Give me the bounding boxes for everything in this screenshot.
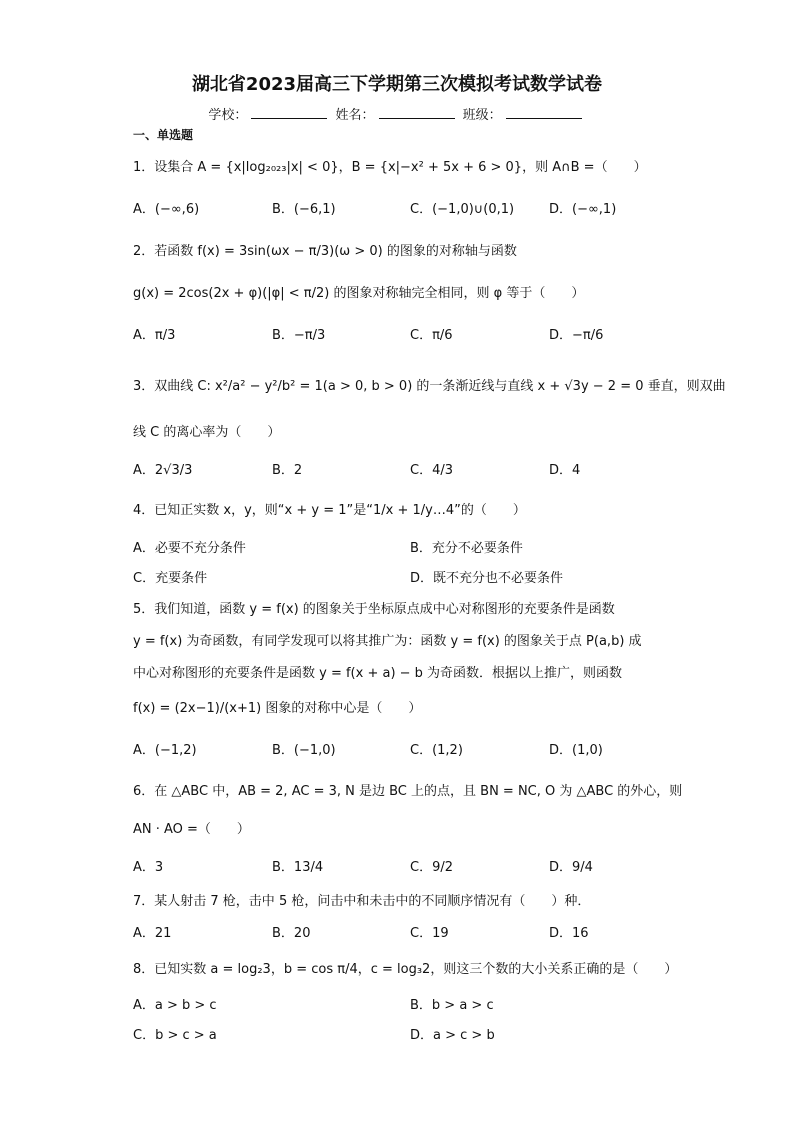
q3-option-c[interactable]: C．4/3 [410, 463, 453, 478]
q8-option-d[interactable]: D．a > c > b [410, 1028, 495, 1043]
q3-option-b[interactable]: B．2 [272, 463, 303, 478]
q7-option-a[interactable]: A．21 [133, 926, 172, 941]
question-5-line-4: f(x) = (2x−1)/(x+1) 图象的对称中心是（ ） [133, 701, 422, 716]
q5-option-c[interactable]: C．(1,2) [410, 743, 463, 758]
school-blank[interactable] [251, 106, 327, 119]
q2-option-c[interactable]: C．π/6 [410, 328, 453, 343]
student-info-row [0, 104, 794, 123]
q4-option-c[interactable]: C．充要条件 [133, 571, 208, 586]
q8-option-c[interactable]: C．b > c > a [133, 1028, 217, 1043]
question-2-line-2: g(x) = 2cos(2x + φ)(|φ| < π/2) 的图象对称轴完全相同，则 φ 等于（ ） [133, 286, 585, 301]
question-1-line-1: 1．设集合 A = {x|log₂₀₂₃|x| < 0}，B = {x|−x² + 5x + 6 > 0}，则 A∩B =（ ） [133, 160, 647, 175]
q5-option-d[interactable]: D．(1,0) [549, 743, 603, 758]
question-5-line-2: y = f(x) 为奇函数，有同学发现可以将其推广为：函数 y = f(x) 的图象关于点 P(a,b) 成 [133, 634, 642, 649]
q1-option-c[interactable]: C．(−1,0)∪(0,1) [410, 202, 515, 217]
question-3-line-1: 3．双曲线 C: x²/a² − y²/b² = 1(a > 0, b > 0) 的一条渐近线与直线 x + √3y − 2 = 0 垂直，则双曲 [133, 379, 726, 394]
q5-option-a[interactable]: A．(−1,2) [133, 743, 197, 758]
q7-option-b[interactable]: B．20 [272, 926, 311, 941]
q5-option-b[interactable]: B．(−1,0) [272, 743, 336, 758]
school-label: 学校： [208, 108, 248, 123]
exam-title: 湖北省2023届高三下学期第三次模拟考试数学试卷 [191, 74, 603, 95]
question-5-line-3: 中心对称图形的充要条件是函数 y = f(x + a) − b 为奇函数．根据以上推广，则函数 [133, 666, 623, 681]
q1-option-a[interactable]: A．(−∞,6) [133, 202, 200, 217]
q3-option-d[interactable]: D．4 [549, 463, 581, 478]
question-6-line-2: AN · AO =（ ） [133, 822, 250, 837]
q1-option-b[interactable]: B．(−6,1) [272, 202, 336, 217]
q1-option-d[interactable]: D．(−∞,1) [549, 202, 617, 217]
question-2-line-1: 2．若函数 f(x) = 3sin(ωx − π/3)(ω > 0) 的图象的对称轴与函数 [133, 244, 517, 259]
question-6-line-1: 6．在 △ABC 中，AB = 2, AC = 3, N 是边 BC 上的点，且 BN = NC, O 为 △ABC 的外心，则 [133, 784, 683, 799]
q6-option-b[interactable]: B．13/4 [272, 860, 324, 875]
q4-option-a[interactable]: A．必要不充分条件 [133, 541, 246, 556]
q6-option-d[interactable]: D．9/4 [549, 860, 593, 875]
question-4-line-1: 4．已知正实数 x，y，则“x + y = 1”是“1/x + 1/y…4”的（ ） [133, 503, 526, 518]
class-blank[interactable] [506, 106, 582, 119]
q7-option-d[interactable]: D．16 [549, 926, 589, 941]
name-label: 姓名： [335, 108, 375, 123]
q2-option-b[interactable]: B．−π/3 [272, 328, 326, 343]
question-7-line-1: 7．某人射击 7 枪，击中 5 枪，问击中和未击中的不同顺序情况有（ ）种． [133, 894, 591, 909]
q6-option-c[interactable]: C．9/2 [410, 860, 453, 875]
q7-option-c[interactable]: C．19 [410, 926, 449, 941]
name-blank[interactable] [379, 106, 455, 119]
q2-option-d[interactable]: D．−π/6 [549, 328, 604, 343]
question-8-line-1: 8．已知实数 a = log₂3，b = cos π/4，c = log₃2，则这三个数的大小关系正确的是（ ） [133, 962, 678, 977]
q8-option-b[interactable]: B．b > a > c [410, 998, 494, 1013]
question-3-line-2: 线 C 的离心率为（ ） [133, 425, 281, 440]
q3-option-a[interactable]: A．2√3/3 [133, 463, 193, 478]
q4-option-b[interactable]: B．充分不必要条件 [410, 541, 523, 556]
class-label: 班级： [462, 108, 502, 123]
q2-option-a[interactable]: A．π/3 [133, 328, 176, 343]
q8-option-a[interactable]: A．a > b > c [133, 998, 217, 1013]
q4-option-d[interactable]: D．既不充分也不必要条件 [410, 571, 564, 586]
q6-option-a[interactable]: A．3 [133, 860, 164, 875]
question-5-line-1: 5．我们知道，函数 y = f(x) 的图象关于坐标原点成中心对称图形的充要条件是函数 [133, 602, 615, 617]
section-heading: 一、单选题 [133, 128, 194, 142]
